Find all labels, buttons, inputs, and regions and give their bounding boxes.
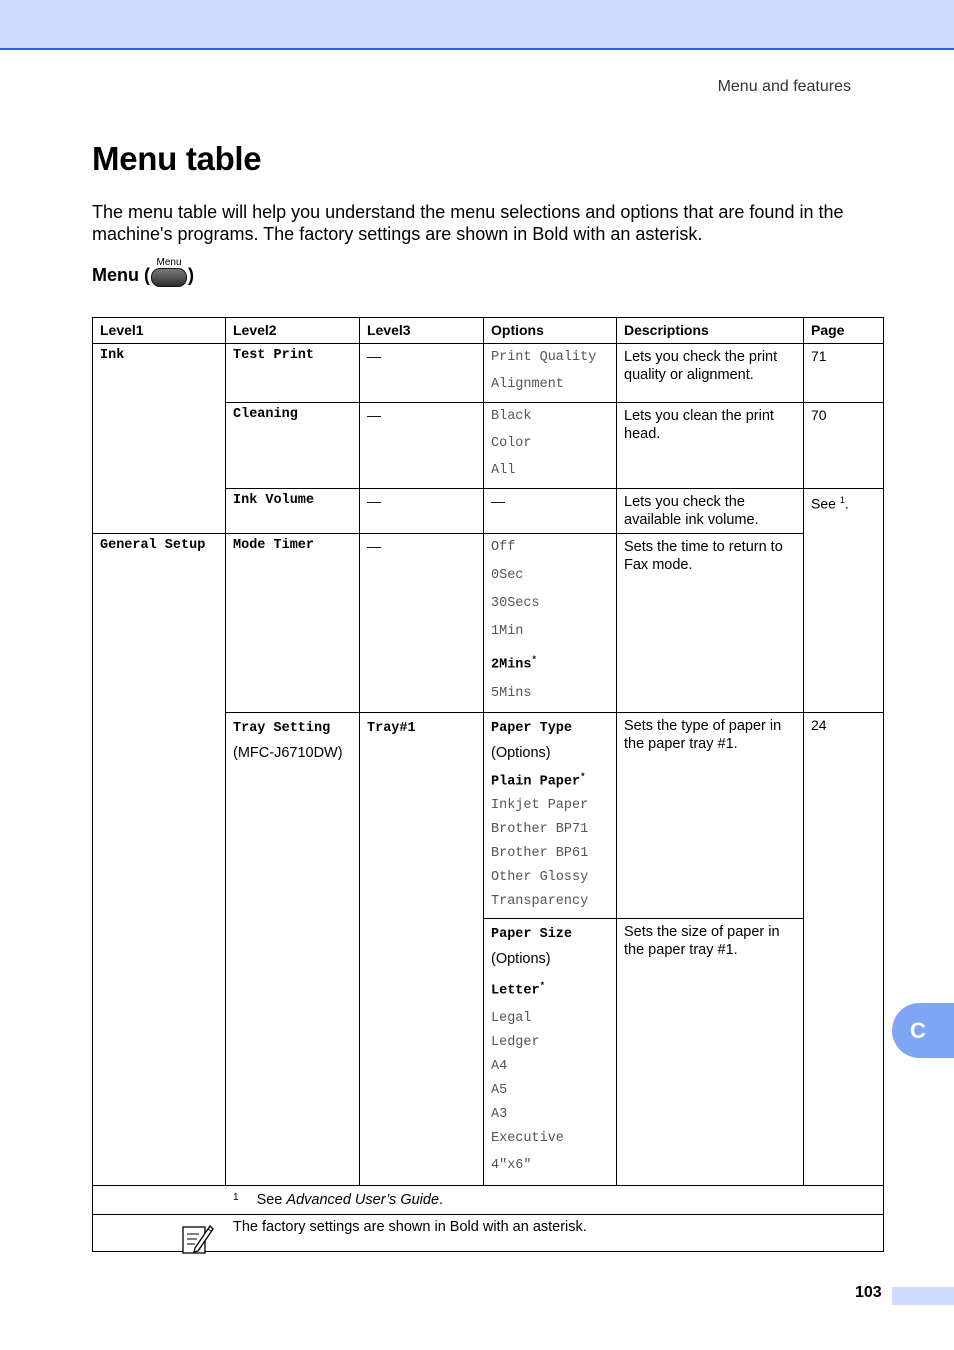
col-header-level2: Level2 [226,318,360,344]
default-asterisk: * [580,771,586,782]
table-header-row [93,318,884,344]
footnote-row [93,1185,884,1214]
cell-level2-test-print: Test Print [226,344,360,403]
option-default-label: Plain Paper [491,774,581,789]
note [93,1214,884,1251]
intro-paragraph: The menu table will help you understand the menu selections and options that are found in the machine's programs. The factory settings are shown in Bold with an asterisk. [92,202,844,244]
table-row [93,534,884,713]
option-item: 5Mins [491,685,532,701]
footnote-ref: 1 [839,495,845,505]
option-item: Alignment [491,377,564,392]
option-item: 1Min [491,624,524,639]
table-row [93,344,884,403]
cell-options [484,403,617,489]
menu-heading [92,257,194,290]
page-title: Menu table [92,140,262,177]
running-header: Menu and features [717,78,851,95]
default-asterisk: * [539,981,546,991]
cell-page-see-ref [804,489,884,713]
note-pencil-icon [181,1221,215,1258]
level2-tray-setting-label: Tray Setting [233,720,331,736]
option-item: A3 [491,1106,508,1122]
cell-description: Lets you clean the print head. [617,403,804,489]
option-item: 4"x6" [491,1157,532,1173]
cell-page: 70 [804,403,884,489]
chapter-side-tab: C [892,1003,954,1058]
option-group-title: Paper Size [491,927,573,942]
page-see-text: See [811,495,836,512]
cell-level3: — [360,534,484,713]
cell-level3: — [360,344,484,403]
option-item-default [491,646,609,680]
default-asterisk: * [531,655,537,665]
option-item: Legal [491,1010,532,1026]
option-item: Inkjet Paper [491,798,589,813]
page-see-suffix: . [844,495,849,512]
page-number: 103 [855,1284,882,1301]
option-item: Off [491,540,516,555]
cell-level1-ink: Ink [93,344,226,534]
option-item-default [491,971,609,1007]
cell-level3-tray1: Tray#1 [360,712,484,1185]
cell-description: Sets the time to return to Fax mode. [617,534,804,713]
option-item: 0Sec [491,568,524,583]
col-header-descriptions: Descriptions [617,318,804,344]
footnote-suffix: . [439,1191,444,1208]
cell-options: — [484,489,617,534]
cell-page: 24 [804,712,884,1185]
note-text: The factory settings are shown in Bold with an asterisk. [233,1218,587,1235]
level2-model-note: (MFC-J6710DW) [233,744,343,761]
cell-level2-tray-setting [226,712,360,1185]
option-item: A4 [491,1058,508,1074]
cell-options-paper-size [484,919,617,1186]
cell-options [484,534,617,713]
menu-heading-label: Menu ( [92,264,150,285]
option-item: Print Quality [491,350,597,365]
cell-level1-general-setup: General Setup [93,534,226,1186]
menu-key-label: Menu [156,257,182,268]
option-item: Executive [491,1130,564,1146]
option-item: 30Secs [491,596,540,611]
menu-key-button-shape [151,268,187,287]
cell-level2-cleaning: Cleaning [226,403,360,489]
footnote-prefix: See [256,1191,287,1208]
option-group-title: Paper Type [491,720,573,736]
cell-level3: — [360,403,484,489]
cell-description: Sets the type of paper in the paper tray #1. [617,712,804,919]
cell-level2-mode-timer: Mode Timer [226,534,360,713]
cell-page: 71 [804,344,884,403]
option-item: Other Glossy [491,870,589,885]
option-item: Transparency [491,894,589,909]
option-item: Black [491,409,532,424]
menu-heading-close: ) [188,264,194,285]
option-item-default [491,765,609,795]
cell-description: Sets the size of paper in the paper tray #1. [617,919,804,1186]
option-group-subtitle: (Options) [491,744,551,761]
cell-description: Lets you check the print quality or alignment. [617,344,804,403]
footnote-number: 1 [233,1191,239,1203]
page-number-bar [892,1287,954,1305]
col-header-level1: Level1 [93,318,226,344]
cell-options [484,344,617,403]
option-item: A5 [491,1082,508,1098]
cell-description: Lets you check the available ink volume. [617,489,804,534]
option-default-label: Letter [491,983,540,999]
footnote-italic-title: Advanced User’s Guide [286,1191,440,1208]
top-color-band [0,0,954,50]
col-header-level3: Level3 [360,318,484,344]
option-item: Color [491,436,532,451]
cell-options-paper-type [484,712,617,919]
option-default-label: 2Mins [491,657,532,673]
cell-level2-ink-volume: Ink Volume [226,489,360,534]
col-header-options: Options [484,318,617,344]
note-row [93,1214,884,1251]
option-item: Brother BP61 [491,846,589,861]
option-item: Brother BP71 [491,822,589,837]
col-header-page: Page [804,318,884,344]
menu-table [92,317,884,1252]
menu-key-icon [151,257,187,287]
option-item: All [491,463,516,478]
cell-level3: — [360,489,484,534]
option-group-subtitle: (Options) [491,951,551,967]
footnote [93,1185,884,1214]
option-item: Ledger [491,1034,540,1050]
